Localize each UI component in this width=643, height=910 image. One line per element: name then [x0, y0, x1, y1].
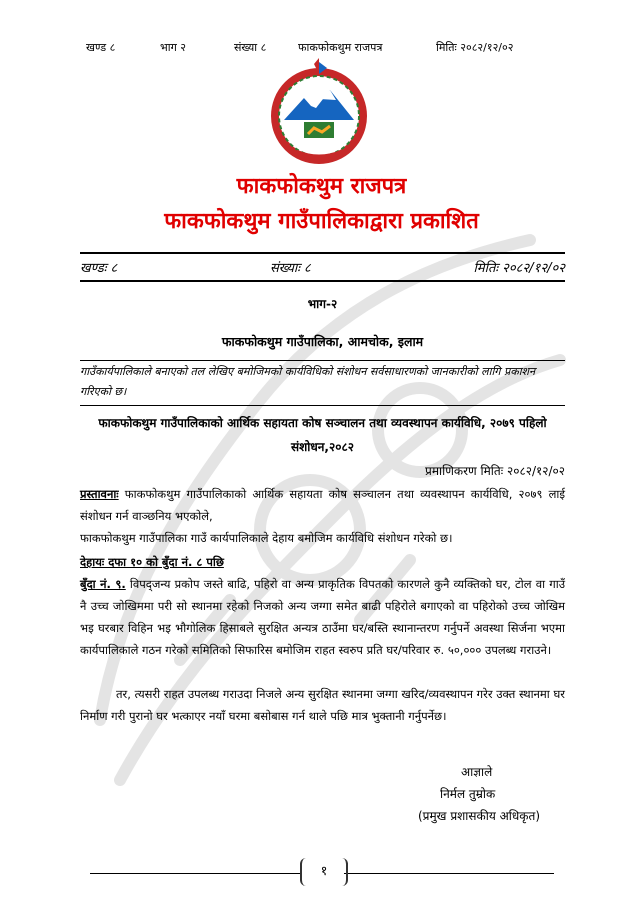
- page-number: १: [300, 858, 348, 886]
- preamble: [80, 483, 565, 527]
- preamble-text2: फाकफोकथुम गाउँपालिका गाउँ कार्यपालिकाले देहाय बमोजिम कार्यविधि संशोधन गरेको छ।: [80, 531, 453, 545]
- meta-khanda: खण्डः ८: [80, 261, 118, 276]
- dehaya-heading: [80, 551, 565, 573]
- dehaya-label: देहायः दफा १० को बुँदा नं. ८ पछि: [80, 555, 224, 569]
- header-khanda: खण्ड ८: [86, 41, 116, 54]
- footer-rule-left: [90, 873, 300, 874]
- header-miti: मितिः २०८२/१२/०२: [436, 41, 514, 54]
- footer-rule-right: [344, 873, 554, 874]
- divider: [80, 405, 565, 406]
- doc-title-line1: फाकफोकथुम गाउँपालिकाको आर्थिक सहायता कोष सञ्चालन तथा व्यवस्थापन कार्यविधि, २०७९ पहिलो: [98, 416, 547, 430]
- header-bhag: भाग २: [160, 41, 186, 54]
- divider: [80, 252, 565, 254]
- clause-proviso: तर, त्यसरी राहत उपलब्ध गराउदा निजले अन्य सुरक्षित स्थानमा जग्गा खरिद/व्यवस्थापन गरेर उक्त स्थानमा घर निर्माण गरी पुरानो घर भत्काएर नयाँ घरमा बसोबास गर्न थाले पछि मात्र भुक्तानी गर्नुपर्नेछ।: [80, 687, 565, 723]
- nepal-emblem: [264, 58, 374, 168]
- signature-order: आज्ञाले: [461, 765, 493, 779]
- intro-text: गाउँकार्यपालिकाले बनाएको तल लेखिए बमोजिमको कार्यविधिको संशोधन सर्वसाधारणको जानकारीको लागि प्रकाशन गरिएको छ।: [80, 365, 536, 398]
- clause-text: विपद्जन्य प्रकोप जस्ते बाढि, पहिरो वा अन्य प्राकृतिक विपतको कारणले कुनै व्यक्तिको घर, टोल वा गाउँ नै उच्च जोखिममा परी सो स्थानमा रहेको निजको अन्य जग्गा समेत बाढी पहिरोले बगाएको वा पहिरोको उच्च जोखिम भइ घरबार विहिन भइ भौगोलिक हिसाबले सुरक्षित अन्यत्र ठाउँमा घर/बस्ति स्थानान्तरण गर्नुपर्ने अवस्था सिर्जना भएमा कार्यपालिकाले गठन गरेको समितिको सिफारिस बमोजिम राहत स्वरुप प्रति घर/परिवार रु. ५०,००० उपलब्ध गराउने।: [80, 577, 565, 657]
- divider: [80, 360, 565, 361]
- header-publication: फाकफोकथुम राजपत्र: [298, 41, 383, 54]
- divider: [80, 280, 565, 282]
- signature-name: निर्मल तुम्रोक: [440, 787, 496, 801]
- preamble-text: फाकफोकथुम गाउँपालिकाको आर्थिक सहायता कोष सञ्चालन तथा व्यवस्थापन कार्यविधि, २०७९ लाई संशोधन गर्न वाञ्छनिय भएकोले,: [80, 487, 565, 523]
- signature-designation: (प्रमुख प्रशासकीय अधिकृत): [418, 809, 541, 823]
- header-sankhya: संख्या ८: [234, 41, 267, 54]
- office-heading: फाकफोकथुम गाउँपालिका, आमचोक, इलाम: [221, 334, 424, 349]
- gazette-subtitle: फाकफोकथुम गाउँपालिकाद्वारा प्रकाशित: [164, 209, 479, 234]
- meta-sankhya: संख्याः ८: [270, 261, 311, 276]
- gazette-title: फाकफोकथुम राजपत्र: [236, 174, 407, 199]
- part-heading: भाग-२: [307, 297, 338, 311]
- clause-label: बुँदा नं. ९.: [80, 577, 126, 591]
- authentication-date: प्रमाणिकरण मितिः २०८२/१२/०२: [425, 464, 565, 478]
- meta-row: [80, 258, 565, 278]
- clause-9: [80, 573, 565, 661]
- preamble-label: प्रस्तावनाः: [80, 487, 119, 501]
- doc-title-line2: संशोधन,२०८२: [291, 440, 354, 454]
- meta-miti: मितिः २०८२/१२/०२: [473, 261, 565, 276]
